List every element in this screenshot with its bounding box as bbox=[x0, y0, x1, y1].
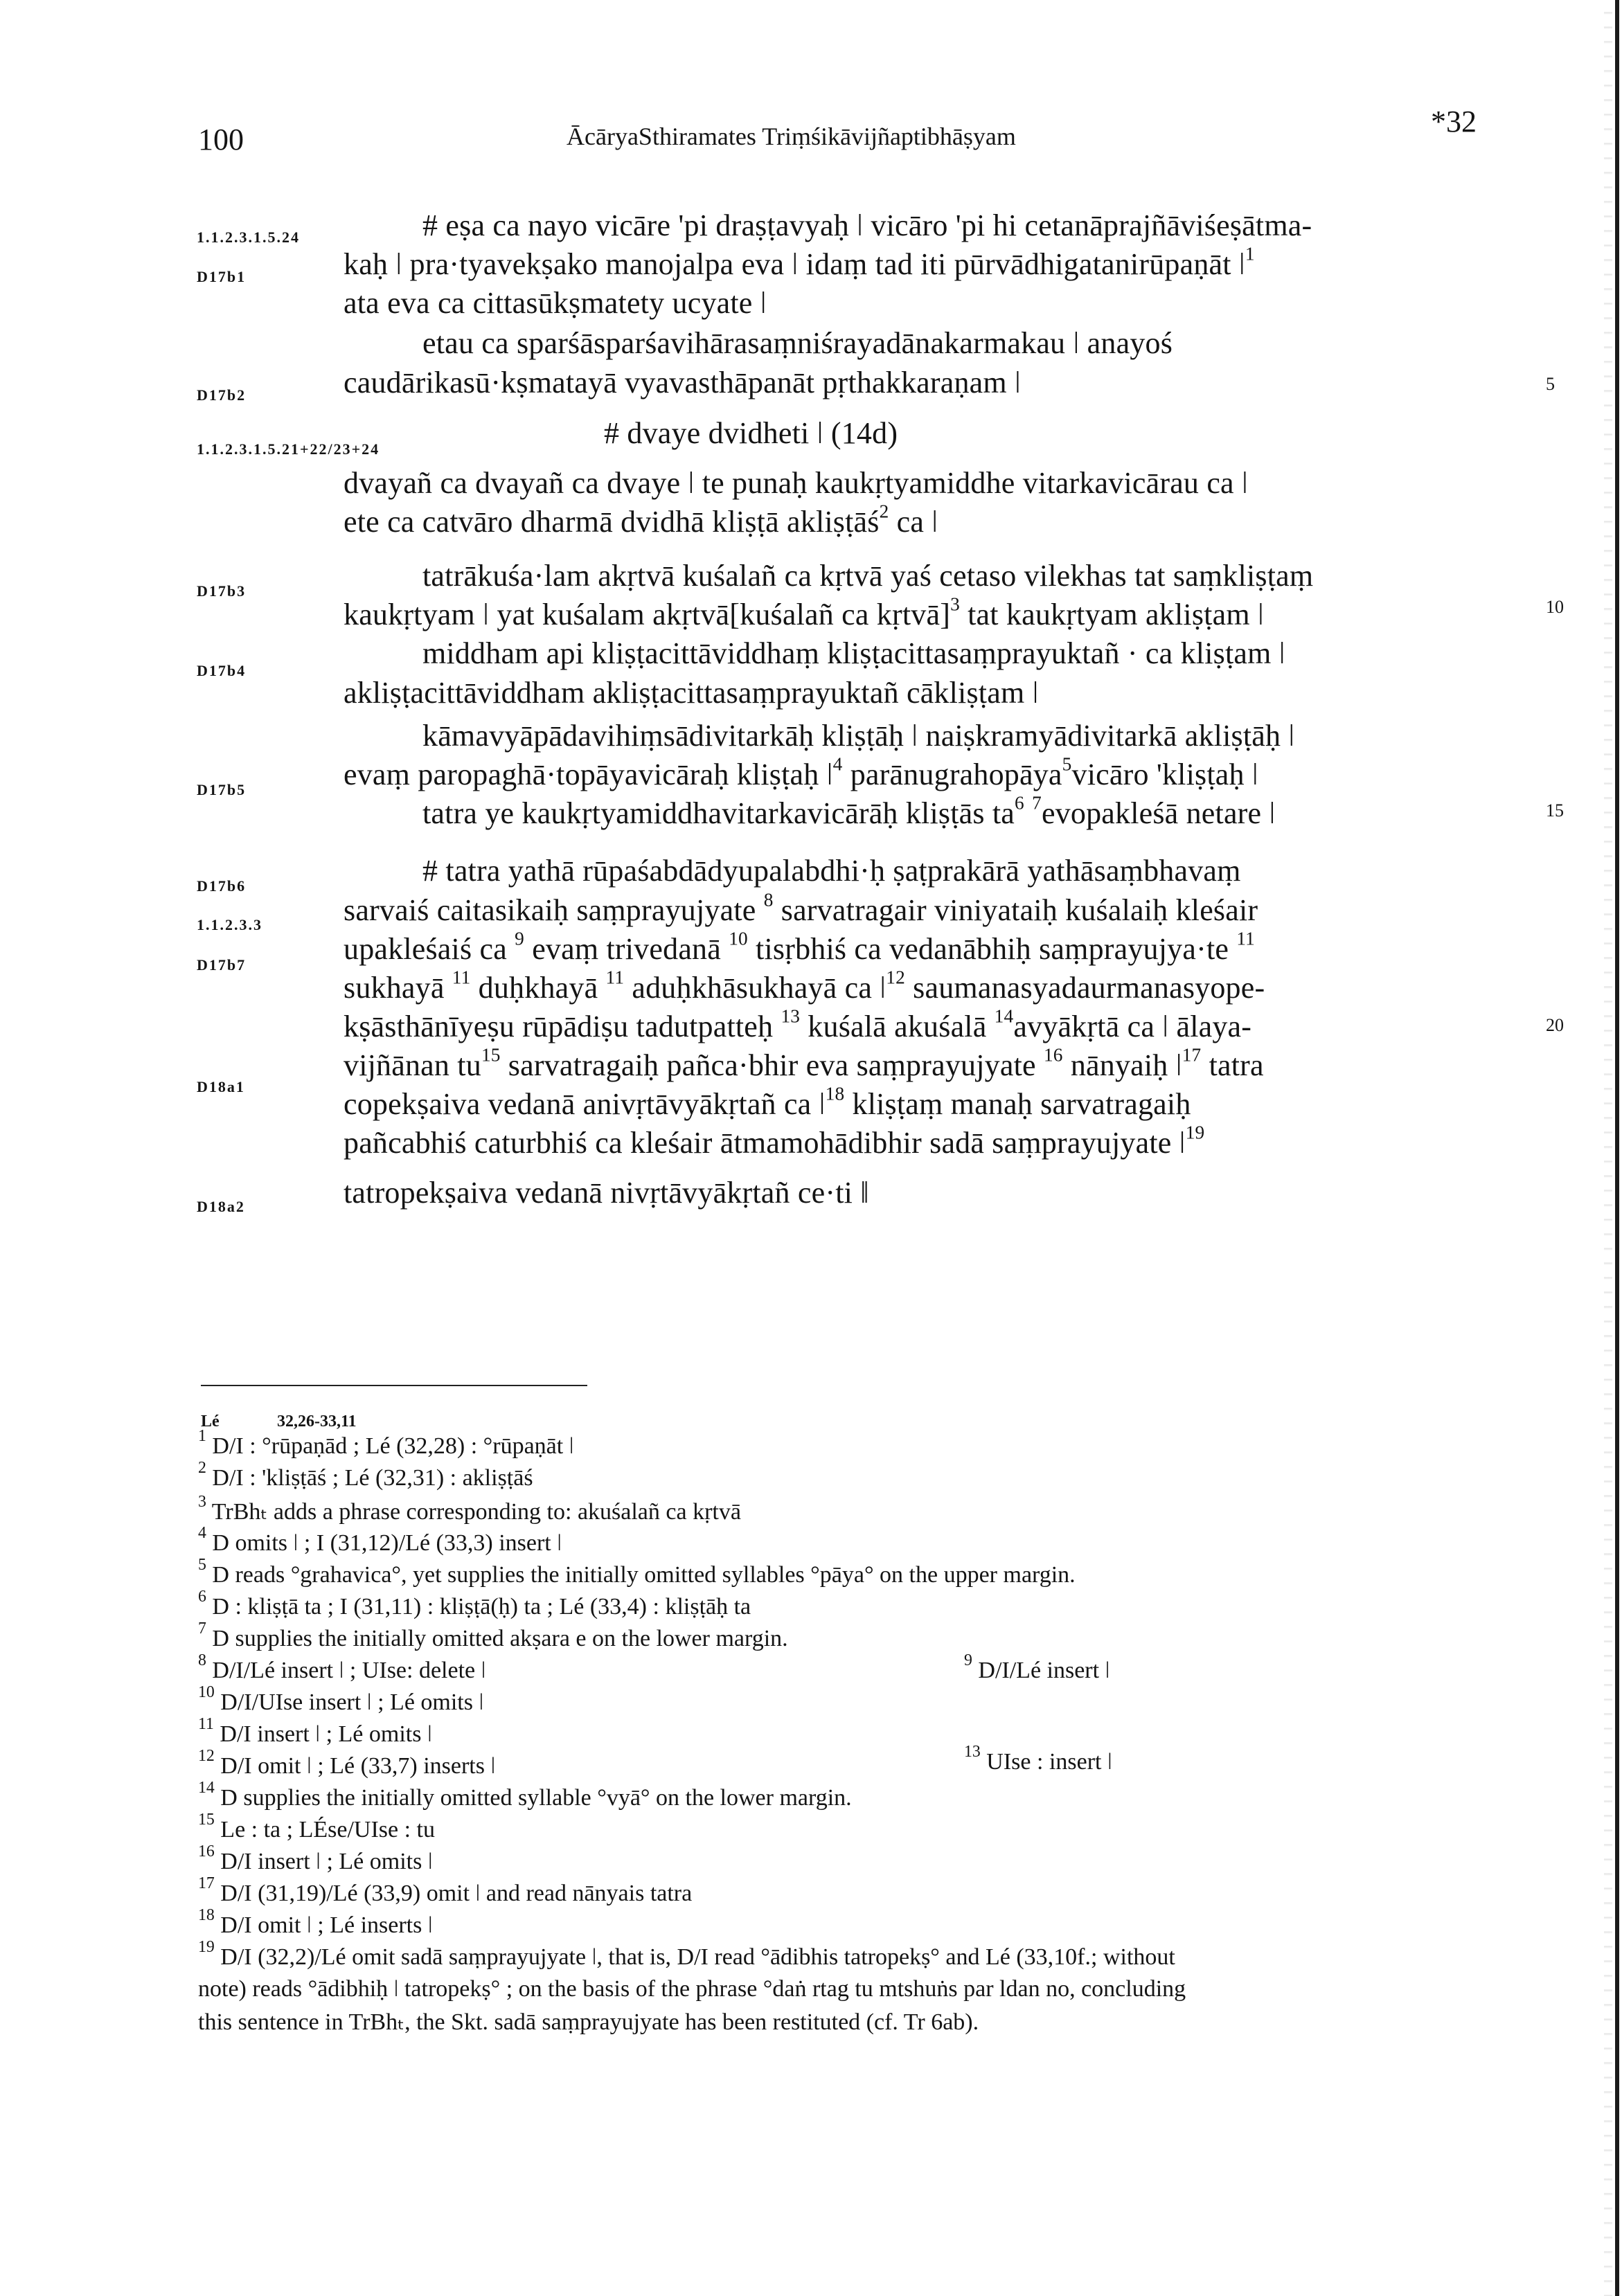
text-line: ata eva ca cittasūkṣmatety ucyate ǀ bbox=[344, 286, 767, 320]
text-line: copekṣaiva vedanā anivṛtāvyākṛtañ ca $ǀ^{18}$ kliṣṭaṃ manaḥ sarvatragaiḥ bbox=[344, 1083, 1191, 1121]
footnote: $^{13}$ UIse : insert ǀ bbox=[964, 1743, 1112, 1775]
text-line: kaḥ ǀ pra·tyavekṣako manojalpa eva ǀ idaṃ tad iti pūrvādhigatanirūpaṇāt $ǀ^1$ bbox=[344, 243, 1255, 281]
margin-label: D17b2 bbox=[197, 386, 247, 404]
footnote: $^7$ D supplies the initially omitted akṣara e on the lower margin. bbox=[198, 1620, 788, 1651]
footnote: $^{10}$ D/I/UIse insert ǀ ; Lé omits ǀ bbox=[198, 1683, 484, 1715]
text-line: vijñānan $tu^{15}$ sarvatragaiḥ pañca·bhir eva saṃprayujyate $^{16}$ nānyaiḥ $ǀ^{17}$ tatra bbox=[344, 1044, 1264, 1082]
footnote-range: 32,26-33,11 bbox=[277, 1412, 357, 1430]
footnote-rule bbox=[201, 1385, 587, 1386]
line-number: 15 bbox=[1546, 800, 1564, 820]
footnote: $^{11}$ D/I insert ǀ ; Lé omits ǀ bbox=[198, 1715, 432, 1747]
text-line: kāmavyāpādavihiṃsādivitarkāḥ kliṣṭāḥ ǀ naiṣkramyādivitarkā akliṣṭāḥ ǀ bbox=[422, 719, 1295, 753]
margin-label: D17b7 bbox=[197, 956, 247, 974]
footnote: $^8$ D/I/Lé insert ǀ ; UIse: delete ǀ bbox=[198, 1651, 486, 1683]
margin-label: 1.1.2.3.3 bbox=[197, 916, 262, 933]
text-line: tatra ye kaukṛtyamiddhavitarkavicārāḥ kliṣṭās $ta^6$ $^7$evopakleśā netare ǀ bbox=[422, 792, 1276, 830]
margin-label: D17b6 bbox=[197, 877, 247, 895]
text-line: # dvaye dvidheti ǀ (14d) bbox=[604, 416, 898, 450]
text-line: middham api kliṣṭacittāviddhaṃ kliṣṭacittasaṃprayuktañ · ca kliṣṭam ǀ bbox=[422, 636, 1285, 670]
running-title: ĀcāryaSthiramates Triṃśikāvijñaptibhāṣyam bbox=[567, 123, 1016, 150]
text-line: tatropekṣaiva vedanā nivṛtāvyākṛtañ ce·ti ǁ bbox=[344, 1176, 869, 1210]
text-line: pañcabhiś caturbhiś ca kleśair ātmamohādibhir sadā saṃprayujyate $ǀ^{19}$ bbox=[344, 1122, 1205, 1160]
footnote-source: Lé bbox=[201, 1412, 220, 1430]
text-line: sukhayā $^{11}$ duḥkhayā $^{11}$ aduḥkhāsukhayā ca $ǀ^{12}$ saumanasyadaurmanasyope- bbox=[344, 967, 1265, 1005]
scan-edge-line bbox=[1615, 0, 1619, 2296]
text-line: # eṣa ca nayo vicāre 'pi draṣṭavyaḥ ǀ vicāro 'pi hi cetanāprajñāviśeṣātma- bbox=[422, 208, 1312, 242]
text-line: kṣāsthānīyeṣu rūpādiṣu tadutpatteḥ $^{13}$ kuśalā akuśalā $^{14}$avyākṛtā ca ǀ ālaya- bbox=[344, 1005, 1252, 1043]
page-number: 100 bbox=[198, 123, 244, 156]
page-reference: *32 bbox=[1431, 105, 1477, 138]
footnote: $^{18}$ D/I omit ǀ ; Lé inserts ǀ bbox=[198, 1906, 433, 1938]
text-line: etau ca sparśāsparśavihārasaṃniśrayadānakarmakau ǀ anayoś bbox=[422, 326, 1173, 360]
footnote: $^2$ D/I : 'kliṣṭāś ; Lé (32,31) : akliṣṭāś bbox=[198, 1459, 533, 1491]
line-number: 10 bbox=[1546, 597, 1564, 617]
footnote: $^1$ D/I : °rūpaṇād ; Lé (32,28) : °rūpaṇāt ǀ bbox=[198, 1427, 574, 1459]
text-line: caudārikasū·kṣmatayā vyavasthāpanāt pṛthakkaraṇam ǀ bbox=[344, 366, 1022, 400]
text-line: upakleśaiś ca $^9$ evaṃ trivedanā $^{10}$ tisṛbhiś ca vedanābhiḥ saṃprayujya·te $^{11}$ bbox=[344, 928, 1255, 966]
margin-label: D17b3 bbox=[197, 582, 247, 600]
margin-label: 1.1.2.3.1.5.24 bbox=[197, 228, 300, 246]
footnote: $^9$ D/I/Lé insert ǀ bbox=[964, 1651, 1110, 1683]
margin-label: D17b4 bbox=[197, 662, 247, 679]
footnote: $^{17}$ D/I (31,19)/Lé (33,9) omit ǀ and read nānyais tatra bbox=[198, 1874, 693, 1906]
footnote: $^{19}$ D/I (32,2)/Lé omit sadā saṃprayujyate ǀ, that is, D/I read °ādibhis tatropekṣ° and Lé (33,10f.; without bbox=[198, 1938, 1175, 1970]
footnote: $^4$ D omits ǀ ; I (31,12)/Lé (33,3) insert ǀ bbox=[198, 1524, 562, 1556]
footnote: $^3$ TrBhₜ adds a phrase corresponding to: akuśalañ ca kṛtvā bbox=[198, 1493, 741, 1525]
text-line: # tatra yathā rūpaśabdādyupalabdhi·ḥ ṣaṭprakārā yathāsaṃbhavaṃ bbox=[422, 854, 1241, 888]
footnote: this sentence in TrBhₜ, the Skt. sadā saṃprayujyate has been restituted (cf. Tr 6ab). bbox=[198, 2009, 979, 2035]
line-number: 5 bbox=[1546, 374, 1555, 394]
footnote: $^{12}$ D/I omit ǀ ; Lé (33,7) inserts ǀ bbox=[198, 1747, 496, 1779]
footnote: $^5$ D reads °grahavica°, yet supplies the initially omitted syllables °pāya° on the upper margin. bbox=[198, 1556, 1076, 1588]
margin-label: D18a2 bbox=[197, 1198, 245, 1215]
text-line: dvayañ ca dvayañ ca dvaye ǀ te punaḥ kaukṛtyamiddhe vitarkavicārau ca ǀ bbox=[344, 466, 1248, 500]
footnote: $^{15}$ Le : ta ; LÉse/UIse : tu bbox=[198, 1811, 435, 1842]
text-line: sarvaiś caitasikaiḥ saṃprayujyate $^8$ sarvatragair viniyataiḥ kuśalaiḥ kleśair bbox=[344, 889, 1258, 927]
text-line: akliṣṭacittāviddham akliṣṭacittasaṃprayuktañ cākliṣṭam ǀ bbox=[344, 676, 1039, 710]
text-line: tatrākuśa·lam akṛtvā kuśalañ ca kṛtvā yaś cetaso vilekhas tat saṃkliṣṭaṃ bbox=[422, 559, 1314, 593]
footnote: $^6$ D : kliṣṭā ta ; I (31,11) : kliṣṭā(ḥ) ta ; Lé (33,4) : kliṣṭāḥ ta bbox=[198, 1588, 751, 1620]
line-number: 20 bbox=[1546, 1015, 1564, 1035]
text-line: ete ca catvāro dharmā dvidhā kliṣṭā akliṣṭāś$^2$ ca ǀ bbox=[344, 501, 938, 539]
text-line: evaṃ paropaghā·topāyavicāraḥ kliṣṭaḥ $ǀ^4$ parānugrahopāya$^5$vicāro 'kliṣṭaḥ ǀ bbox=[344, 753, 1258, 791]
footnote: $^{14}$ D supplies the initially omitted syllable °vyā° on the lower margin. bbox=[198, 1779, 852, 1811]
text-line: kaukṛtyam ǀ yat kuśalam akṛtvā[kuśalañ ca kṛtvā]$^3$ tat kaukṛtyam akliṣṭam ǀ bbox=[344, 593, 1264, 631]
footnote: $^{16}$ D/I insert ǀ ; Lé omits ǀ bbox=[198, 1842, 433, 1874]
margin-label: D17b1 bbox=[197, 268, 247, 285]
scan-edge-speckle bbox=[1604, 0, 1612, 2296]
margin-label: D17b5 bbox=[197, 781, 247, 798]
margin-label: 1.1.2.3.1.5.21+22/23+24 bbox=[197, 440, 380, 458]
margin-label: D18a1 bbox=[197, 1078, 245, 1095]
footnote: note) reads °ādibhiḥ ǀ tatropekṣ° ; on the basis of the phrase °daṅ rtag tu mtshuṅs par ldan no, concluding bbox=[198, 1976, 1186, 2002]
